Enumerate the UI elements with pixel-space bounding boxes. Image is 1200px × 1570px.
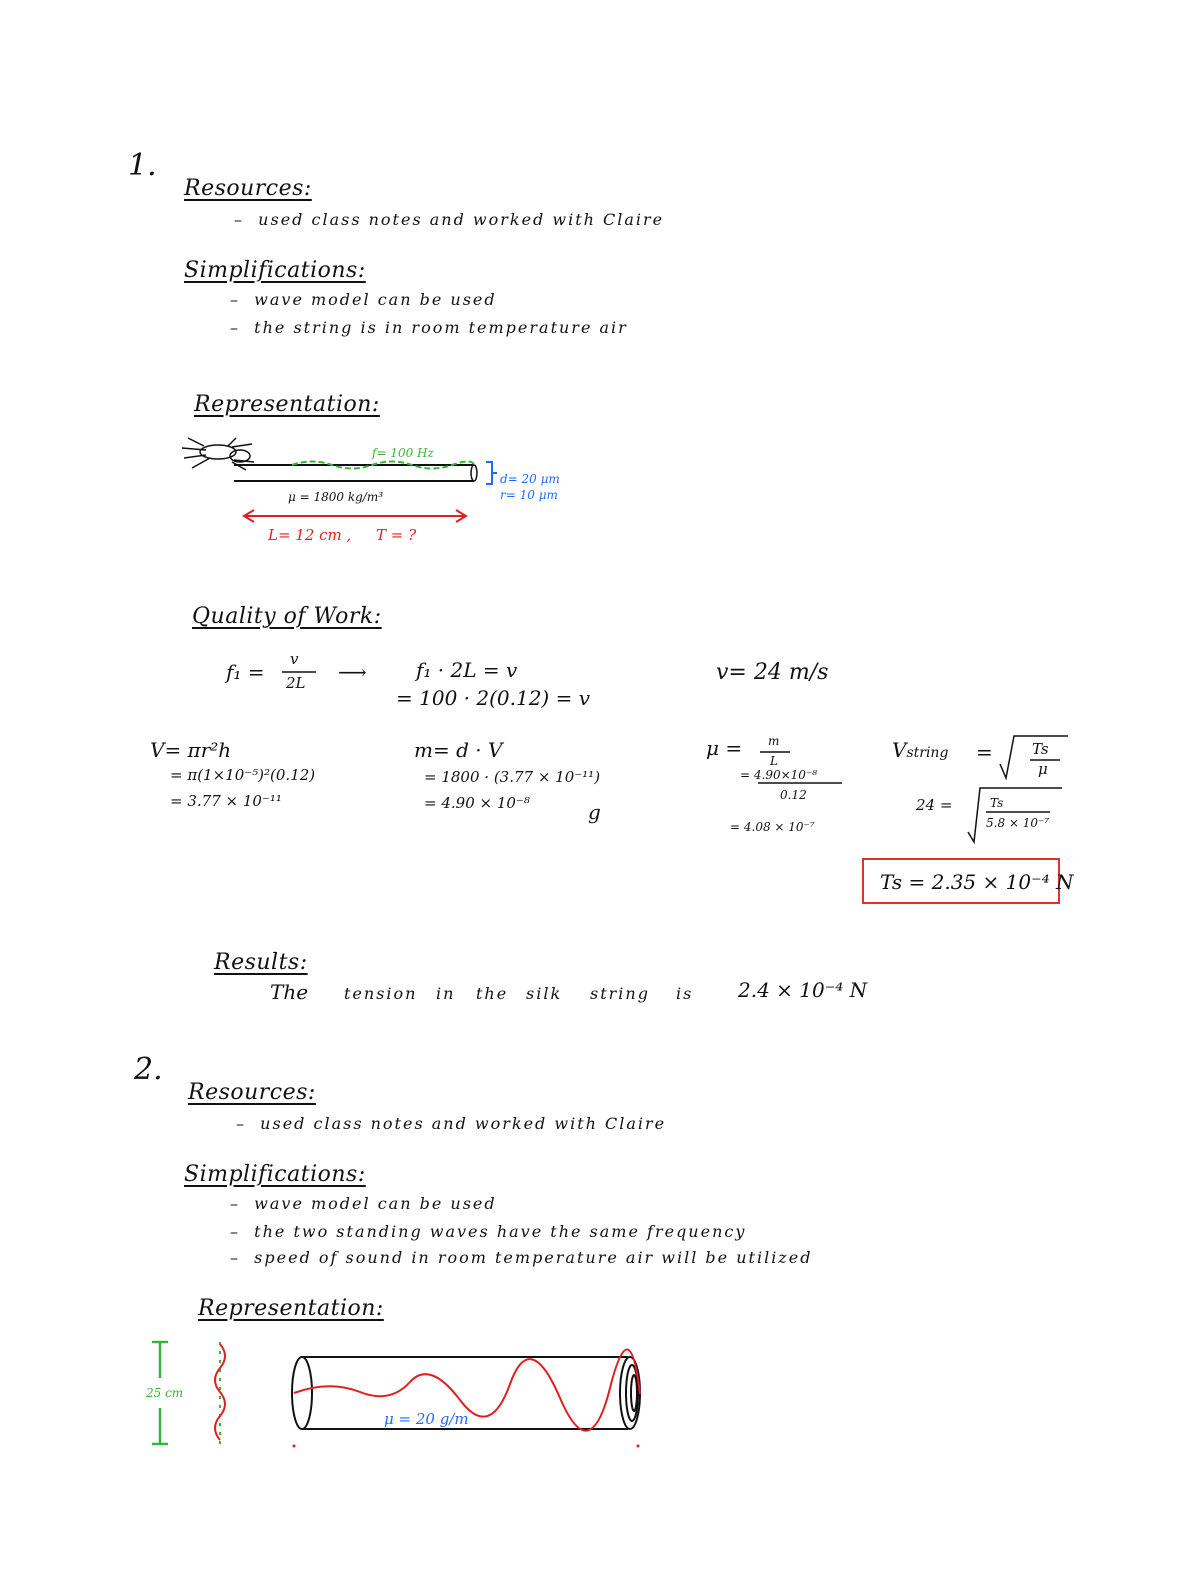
results-word: string [590,984,650,1003]
linear-density-eq: = 4.90×10⁻⁸ [740,768,818,782]
tension-label: T = ? [376,526,417,544]
results-word: in [436,984,456,1003]
p1-resource-text: used class notes and worked with Claire [258,210,665,229]
p1-resources-heading: Resources: [184,176,312,201]
p2-representation-heading: Representation: [198,1296,384,1321]
results-word: the [476,984,509,1003]
tension-answer: Ts = 2.35 × 10⁻⁴ N [880,870,1074,894]
vstring-num: Ts [1032,740,1049,758]
linear-density-den: L [770,754,778,768]
p1-resource-item: – used class notes and worked with Claire [234,210,665,229]
vstring-line2-num: Ts [990,796,1004,810]
vstring-sub: string [906,745,949,761]
volume-line-3: = 3.77 × 10⁻¹¹ [170,792,282,810]
eq-f1-line1: f₁ · 2L = v [416,658,518,682]
vstring-den: μ [1038,760,1048,778]
p1-results-heading: Results: [214,950,308,975]
results-word: silk [526,984,563,1003]
results-word: is [676,984,694,1003]
p1-simplification-item: – the string is in room temperature air [230,318,628,337]
mass-unit: g [588,800,601,824]
implies-arrow: ⟶ [338,660,367,684]
p2-simplification-text: the two standing waves have the same frequency [254,1222,747,1241]
p1-representation-heading: Representation: [194,392,380,417]
eq-f1-den: 2L [286,674,306,692]
mass-line-3: = 4.90 × 10⁻⁸ [424,794,530,812]
vstring-v: V [892,738,907,762]
p2-simplification-item: – wave model can be used [230,1194,497,1213]
linear-density-den-2: 0.12 [780,788,807,802]
linear-density-num-2: 4.90×10⁻⁸ [753,768,818,782]
linear-density-result: = 4.08 × 10⁻⁷ [730,820,815,834]
eq-f1-num: v [290,650,299,668]
p2-simplification-text: wave model can be used [254,1194,497,1213]
results-value: 2.4 × 10⁻⁴ N [738,978,868,1002]
freq-label: f= 100 Hz [372,446,434,460]
volume-line-1: V= πr²h [150,738,232,762]
velocity-result: v= 24 m/s [716,660,829,685]
p2-density-label: μ = 20 g/m [384,1410,469,1428]
p1-quality-heading: Quality of Work: [192,604,382,629]
p2-resources-heading: Resources: [188,1080,316,1105]
radius-label: r= 10 μm [500,488,558,502]
length-label: L= 12 cm , [268,526,352,544]
vstring-line2-den: 5.8 × 10⁻⁷ [986,816,1050,830]
p2-simplifications-heading: Simplifications: [184,1162,366,1187]
problem-2-number: 2. [134,1052,163,1087]
p1-simplification-text: wave model can be used [254,290,497,309]
p1-simplification-text: the string is in room temperature air [254,318,628,337]
problem-1-number: 1. [128,148,157,183]
p2-simplification-item: – speed of sound in room temperature air will be utilized [230,1248,813,1267]
mass-line-2: = 1800 · (3.77 × 10⁻¹¹) [424,768,601,786]
p1-simplifications-heading: Simplifications: [184,258,366,283]
results-word: tension [344,984,418,1003]
linear-density-lhs: μ = [706,736,743,760]
vstring-eq: = [976,740,993,764]
density-label: μ = 1800 kg/m³ [288,490,384,504]
diameter-label: d= 20 μm [500,472,560,486]
p2-length-label: 25 cm [146,1386,184,1400]
mass-line-1: m= d · V [414,738,503,762]
eq-f1-line2: = 100 · 2(0.12) = v [396,686,590,710]
p1-simplification-item: – wave model can be used [230,290,497,309]
eq-f1-lhs: f₁ = [226,660,265,684]
vstring-line2-lhs: 24 = [916,796,953,814]
p2-simplification-item: – the two standing waves have the same frequency [230,1222,747,1241]
volume-line-2: = π(1×10⁻⁵)²(0.12) [170,766,316,784]
results-word: The [270,980,309,1004]
p2-simplification-text: speed of sound in room temperature air will be utilized [254,1248,813,1267]
p2-resource-item: – used class notes and worked with Claire [236,1114,667,1133]
linear-density-num: m [768,734,780,748]
p2-resource-text: used class notes and worked with Claire [260,1114,667,1133]
